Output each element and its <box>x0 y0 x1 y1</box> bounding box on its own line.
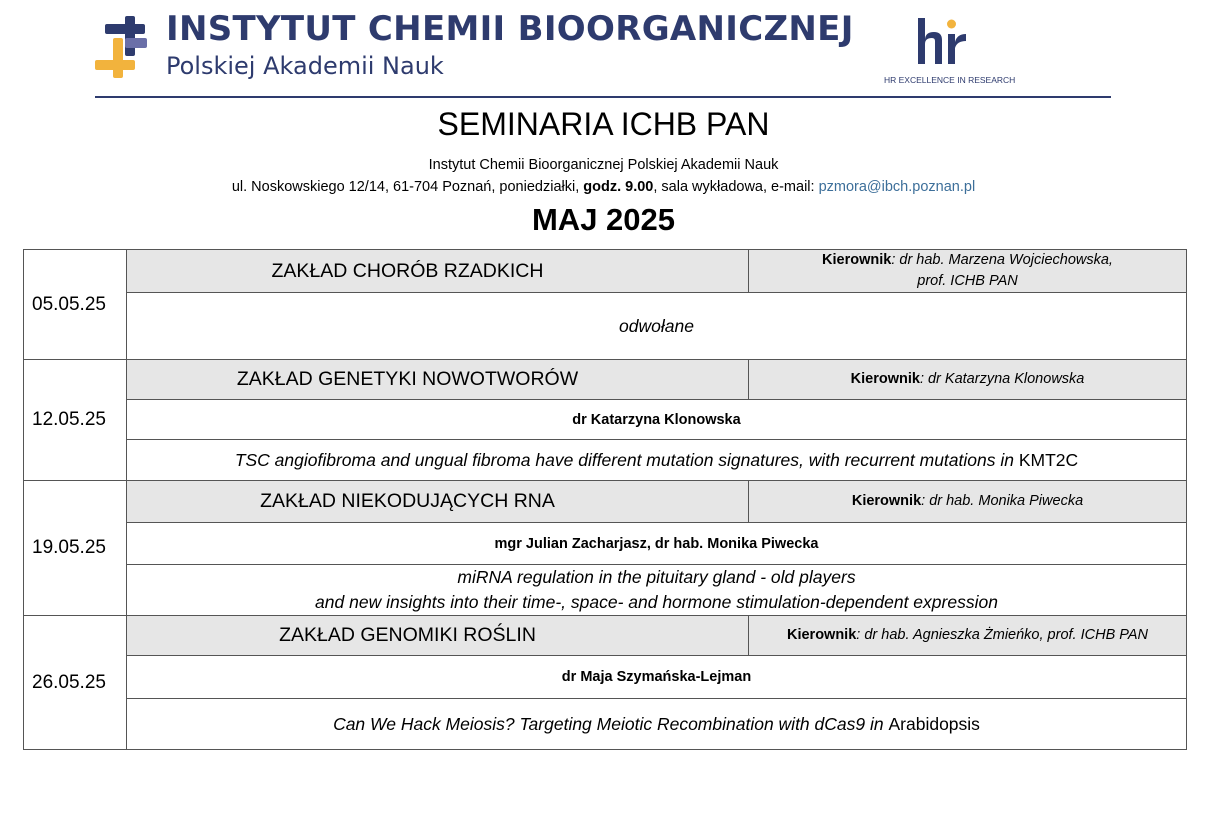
head-name: : dr hab. Marzena Wojciechowska, <box>891 252 1113 268</box>
speaker-name: dr Katarzyna Klonowska <box>127 400 1187 440</box>
speaker-name: dr Maja Szymańska-Lejman <box>127 656 1187 699</box>
topic-line-1: miRNA regulation in the pituitary gland - old players <box>457 567 856 587</box>
seminar-4-header-row <box>24 616 1187 656</box>
address-suffix: , sala wykładowa, e-mail: <box>653 179 819 195</box>
seminar-topic <box>127 565 1187 616</box>
seminar-1-header-row <box>24 250 1187 293</box>
month-title: MAJ 2025 <box>531 202 676 237</box>
seminar-2-header-row <box>24 360 1187 400</box>
seminar-date: 12.05.25 <box>24 360 127 481</box>
page-title: SEMINARIA ICHB PAN <box>437 106 770 142</box>
head-name: : dr hab. Agnieszka Żmieńko, prof. ICHB PAN <box>856 627 1149 643</box>
hr-logo-caption: HR EXCELLENCE IN RESEARCH <box>884 75 1016 85</box>
department-name: ZAKŁAD GENETYKI NOWOTWORÓW <box>127 360 749 400</box>
institute-name: INSTYTUT CHEMII BIOORGANICZNEJ <box>166 9 854 49</box>
seminar-2-speaker-row <box>24 400 1187 440</box>
department-name: ZAKŁAD CHORÓB RZADKICH <box>127 250 749 293</box>
head-label: Kierownik <box>851 493 922 509</box>
academy-name: Polskiej Akademii Nauk <box>166 52 444 80</box>
seminar-3-header-row <box>24 481 1187 523</box>
topic-text: Can We Hack Meiosis? Targeting Meiotic Recombination with dCas9 in <box>333 713 884 734</box>
head-label: Kierownik <box>822 252 892 268</box>
seminar-4-topic-row <box>24 699 1187 750</box>
ichb-logo-icon <box>95 16 153 78</box>
head-label: Kierownik <box>850 371 920 387</box>
seminar-3-topic-row <box>24 565 1187 616</box>
address-text: ul. Noskowskiego 12/14, 61-704 Poznań, poniedziałki, <box>231 179 584 195</box>
department-head <box>749 481 1187 523</box>
seminar-1-note-row <box>24 293 1187 360</box>
seminar-4-speaker-row <box>24 656 1187 699</box>
topic-text: TSC angiofibroma and ungual fibroma have different mutation signatures, with recurrent mutations in <box>234 449 1014 470</box>
head-title: prof. ICHB PAN <box>917 273 1018 289</box>
department-head <box>749 360 1187 400</box>
speaker-name: mgr Julian Zacharjasz, dr hab. Monika Piwecka <box>127 523 1187 565</box>
seminar-2-topic-row <box>24 440 1187 481</box>
seminar-topic <box>127 699 1187 750</box>
department-name: ZAKŁAD NIEKODUJĄCYCH RNA <box>127 481 749 523</box>
seminar-time: godz. 9.00 <box>583 179 654 195</box>
topic-organism: Arabidopsis <box>888 713 980 734</box>
seminar-schedule-table <box>23 249 1187 750</box>
head-name: : dr hab. Monika Piwecka <box>921 493 1084 509</box>
topic-line-2: and new insights into their time-, space- and hormone stimulation-dependent expression <box>315 592 998 612</box>
header-divider <box>95 96 1111 98</box>
topic-gene: KMT2C <box>1018 449 1079 470</box>
seminar-date: 19.05.25 <box>24 481 127 616</box>
cancelled-note: odwołane <box>127 293 1187 360</box>
seminar-date: 26.05.25 <box>24 616 127 750</box>
seminar-3-speaker-row <box>24 523 1187 565</box>
address-line <box>0 179 1207 195</box>
department-head <box>749 250 1187 293</box>
head-name: : dr Katarzyna Klonowska <box>919 371 1085 387</box>
head-label: Kierownik <box>786 627 857 643</box>
seminar-topic <box>127 440 1187 481</box>
seminar-date: 05.05.25 <box>24 250 127 360</box>
department-head <box>749 616 1187 656</box>
department-name: ZAKŁAD GENOMIKI ROŚLIN <box>127 616 749 656</box>
institute-line: Instytut Chemii Bioorganicznej Polskiej Akademii Nauk <box>428 157 779 173</box>
email-link[interactable]: pzmora@ibch.poznan.pl <box>818 179 976 195</box>
